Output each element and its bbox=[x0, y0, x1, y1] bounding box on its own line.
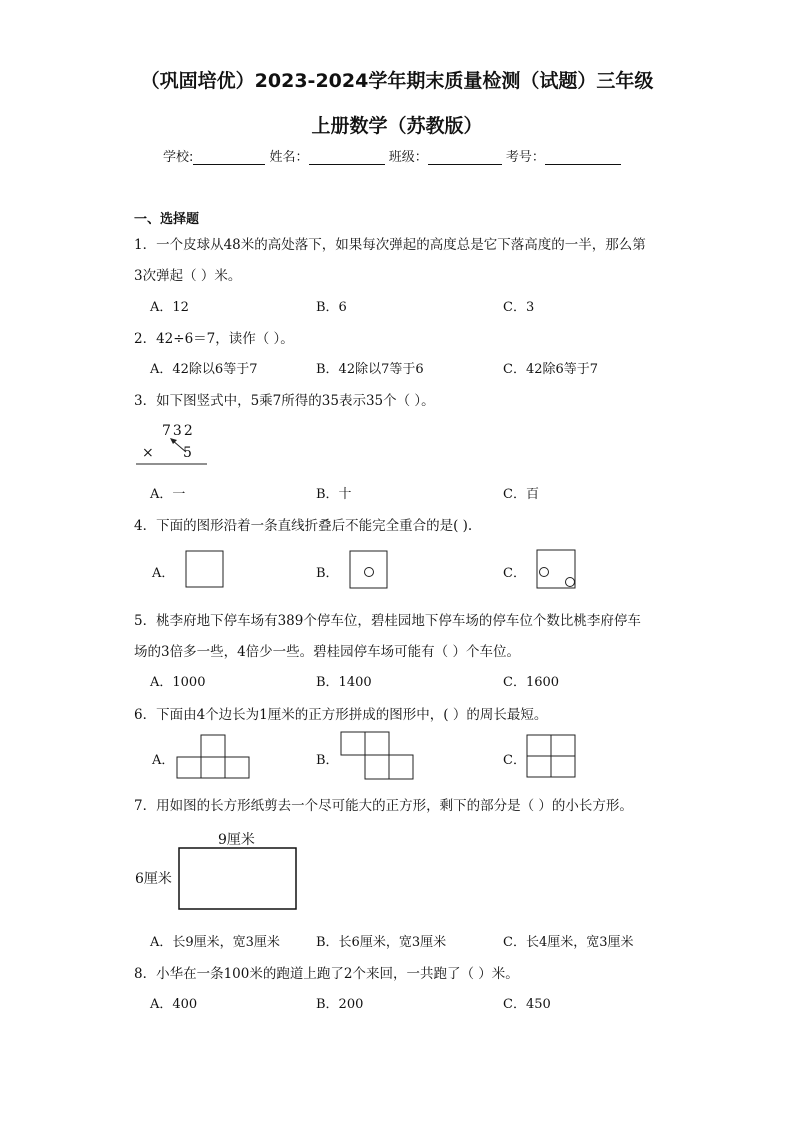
q7-width-label: 9厘米 bbox=[218, 832, 255, 848]
question-5-line2: 场的3倍多一些，4倍少一些。碧桂园停车场可能有（ ）个车位。 bbox=[134, 644, 520, 660]
question-8: 8．小华在一条100米的跑道上跑了2个来回，一共跑了（ ）米。 bbox=[134, 966, 519, 982]
q8-option-c[interactable]: C．450 bbox=[503, 997, 551, 1012]
q8-option-a[interactable]: A．400 bbox=[150, 997, 198, 1012]
q2-option-b[interactable]: B．42除以7等于6 bbox=[316, 362, 424, 377]
q7-option-b[interactable]: B．长6厘米，宽3厘米 bbox=[316, 935, 447, 950]
doc-title-line2: 上册数学（苏教版） bbox=[311, 115, 483, 137]
question-1-line2: 3次弹起（ ）米。 bbox=[134, 268, 242, 284]
exam-no-label: 考号： bbox=[505, 150, 545, 165]
q6-option-b[interactable]: B． bbox=[316, 753, 339, 768]
question-4: 4．下面的图形沿着一条直线折叠后不能完全重合的是( ). bbox=[134, 518, 473, 534]
q3-option-a[interactable]: A．一 bbox=[150, 487, 186, 502]
vertical-calc-bottom: 5 bbox=[183, 445, 192, 461]
q6-option-c[interactable]: C． bbox=[503, 753, 526, 768]
q4-option-c[interactable]: C． bbox=[503, 566, 526, 581]
section-heading: 一、选择题 bbox=[134, 212, 200, 227]
q7-height-label: 6厘米 bbox=[135, 871, 172, 887]
vertical-calc-operator: × bbox=[142, 445, 154, 461]
question-5-line1: 5．桃李府地下停车场有389个停车位，碧桂园地下停车场的停车位个数比桃李府停车 bbox=[134, 613, 641, 629]
q7-option-c[interactable]: C．长4厘米，宽3厘米 bbox=[503, 935, 634, 950]
question-2: 2．42÷6＝7，读作（ ）。 bbox=[134, 331, 294, 347]
q5-option-c[interactable]: C．1600 bbox=[503, 675, 560, 690]
doc-title-line1: （巩固培优）2023-2024学年期末质量检测（试题）三年级 bbox=[140, 70, 654, 92]
question-7: 7．用如图的长方形纸剪去一个尽可能大的正方形，剩下的部分是（ ）的小长方形。 bbox=[134, 798, 633, 814]
question-6: 6．下面由4个边长为1厘米的正方形拼成的图形中，( ）的周长最短。 bbox=[134, 707, 548, 723]
q3-option-c[interactable]: C．百 bbox=[503, 487, 539, 502]
q6-option-a[interactable]: A． bbox=[152, 753, 175, 768]
q4-option-b[interactable]: B． bbox=[316, 566, 339, 581]
question-1-line1: 1．一个皮球从48米的高处落下，如果每次弹起的高度总是它下落高度的一半，那么第 bbox=[134, 237, 646, 253]
q8-option-b[interactable]: B．200 bbox=[316, 997, 364, 1012]
q2-option-a[interactable]: A．42除以6等于7 bbox=[150, 362, 258, 377]
school-label: 学校: bbox=[163, 150, 194, 165]
q5-option-a[interactable]: A．1000 bbox=[150, 675, 206, 690]
name-label: 姓名： bbox=[269, 150, 309, 165]
question-3: 3．如下图竖式中，5乘7所得的35表示35个（ ）。 bbox=[134, 393, 435, 409]
q3-option-b[interactable]: B．十 bbox=[316, 487, 352, 502]
q7-rectangle bbox=[179, 848, 296, 909]
q1-option-b[interactable]: B．6 bbox=[316, 300, 347, 315]
q1-option-c[interactable]: C．3 bbox=[503, 300, 535, 315]
vertical-calc-top: 732 bbox=[162, 423, 195, 439]
q4-option-a[interactable]: A． bbox=[152, 566, 175, 581]
q5-option-b[interactable]: B．1400 bbox=[316, 675, 372, 690]
q1-option-a[interactable]: A．12 bbox=[150, 300, 189, 315]
class-label: 班级： bbox=[388, 150, 428, 165]
q2-option-c[interactable]: C．42除6等于7 bbox=[503, 362, 599, 377]
q7-option-a[interactable]: A．长9厘米，宽3厘米 bbox=[150, 935, 280, 950]
